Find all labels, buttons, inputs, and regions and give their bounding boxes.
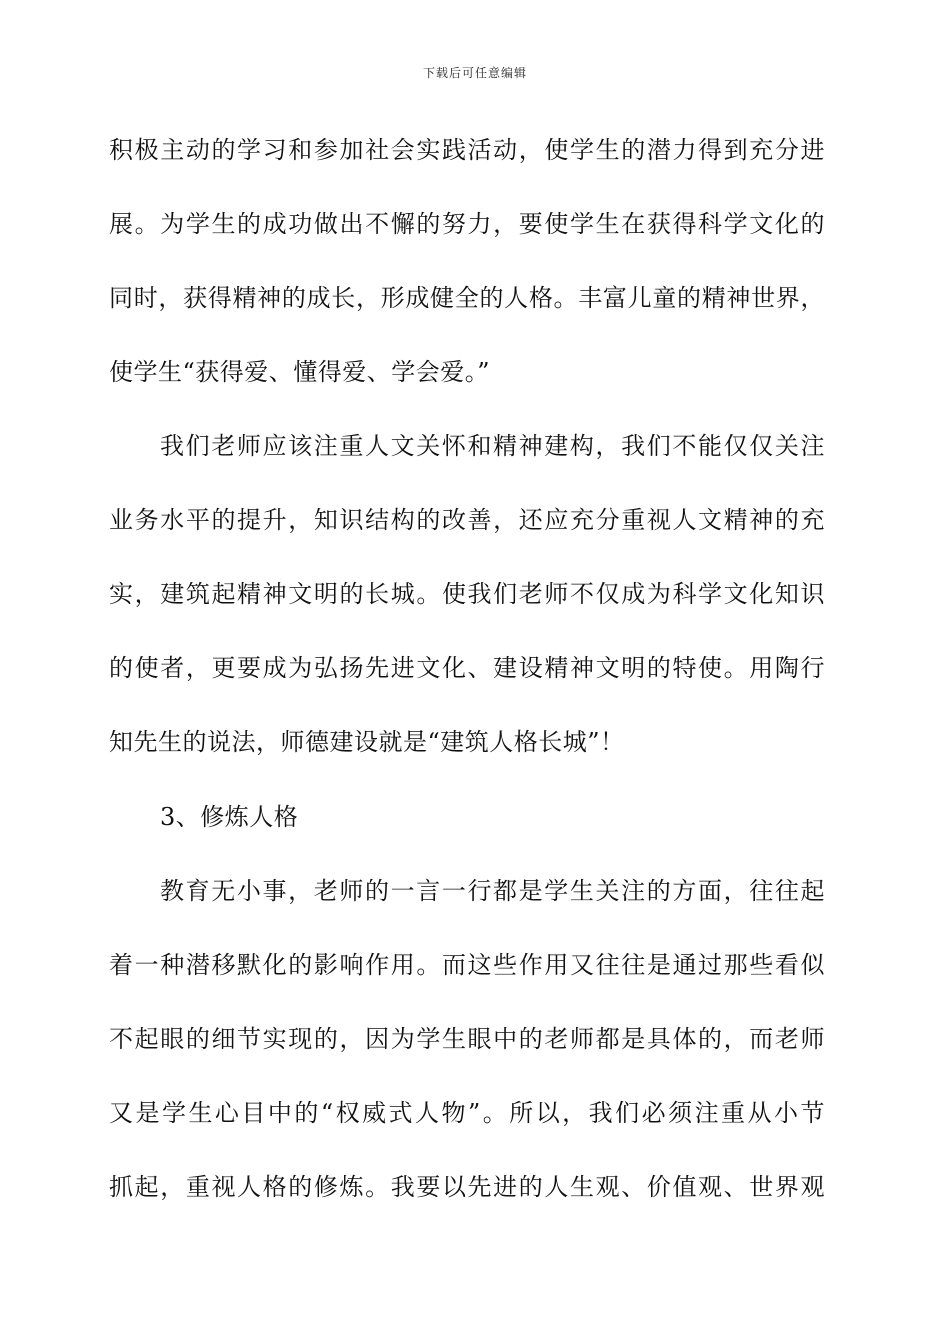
text-line: 同时，获得精神的成长，形成健全的人格。丰富儿童的精神世界， (109, 284, 825, 312)
text-line: 展。为学生的成功做出不懈的努力，要使学生在获得科学文化的 (109, 210, 825, 238)
text-line: 实，建筑起精神文明的长城。使我们老师不仅成为科学文化知识 (109, 580, 825, 608)
text-line: 使学生“获得爱、懂得爱、学会爱。” (109, 358, 491, 386)
text-line: 抓起，重视人格的修炼。我要以先进的人生观、价值观、世界观 (109, 1173, 825, 1201)
text-line: 知先生的说法，师德建设就是“建筑人格长城”！ (109, 728, 625, 756)
text-line: 着一种潜移默化的影响作用。而这些作用又往往是通过那些看似 (109, 951, 825, 979)
page-header: 下载后可任意编辑 (422, 66, 527, 80)
text-line: 不起眼的细节实现的，因为学生眼中的老师都是具体的，而老师 (109, 1025, 825, 1053)
text-line: 的使者，更要成为弘扬先进文化、建设精神文明的特使。用陶行 (109, 654, 825, 682)
text-line: 教育无小事，老师的一言一行都是学生关注的方面，往往起 (160, 877, 825, 905)
text-line: 业务水平的提升，知识结构的改善，还应充分重视人文精神的充 (109, 506, 825, 534)
text-line: 我们老师应该注重人文关怀和精神建构，我们不能仅仅关注 (160, 432, 825, 460)
text-line: 积极主动的学习和参加社会实践活动，使学生的潜力得到充分进 (109, 136, 825, 164)
section-heading: 3、修炼人格 (160, 803, 299, 831)
text-line: 又是学生心目中的“权威式人物”。所以，我们必须注重从小节 (109, 1099, 825, 1127)
